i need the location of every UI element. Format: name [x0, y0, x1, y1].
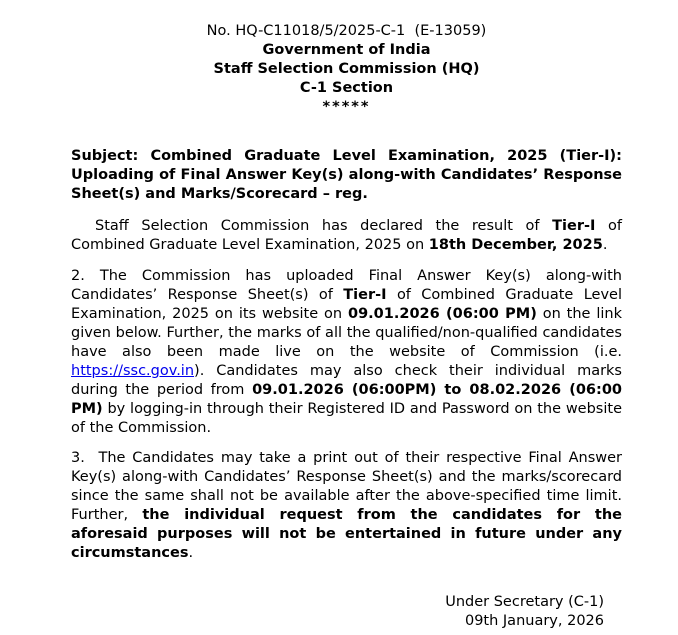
subject-heading: [71, 147, 622, 204]
stars-separator: *****: [322, 99, 371, 115]
p2-segment-6: ). Candidates may also check their individual marks during the period from: [71, 363, 622, 398]
p3-segment-2: .: [188, 545, 194, 561]
p3-segment-0: 3. The Candidates may take a print out of their respective Final Answer Key(s) along-with Candidates’ Response Sheet(s) and the marks/scorecard since the same shall not be available after the above-specified time limit. Further,: [71, 450, 622, 523]
p2-tier-label: Tier-I: [343, 287, 387, 303]
government-line: Government of India: [262, 42, 431, 58]
ssc-website-link[interactable]: https://ssc.gov.in: [71, 363, 195, 379]
paragraph-result-declaration: [71, 217, 622, 255]
paragraph-answer-key-upload: [71, 267, 622, 438]
p1-tier-label: Tier-I: [552, 218, 596, 234]
p2-segment-8: by logging-in through their Registered ID and Password on the website of the Commission.: [71, 401, 622, 436]
p1-result-date: 18th December, 2025: [428, 237, 603, 253]
p2-segment-2: of Combined Graduate Level Examination, 2025 on its website on: [71, 287, 623, 322]
file-reference-number: No. HQ-C11018/5/2025-C-1 (E-13059): [206, 23, 487, 39]
p2-availability-period: 09.01.2026 (06:00PM) to 08.02.2026 (06:00 PM): [71, 382, 622, 417]
subject-text: Subject: Combined Graduate Level Examination, 2025 (Tier-I): Uploading of Final Answer Key(s) along-with Candidates’ Response Sheet(s) and Marks/Scorecard – reg.: [71, 148, 622, 202]
p1-segment-4: .: [602, 237, 608, 253]
p2-segment-0: 2. The Commission has uploaded Final Answer Key(s) along-with Candidates’ Response Sheet(s) of: [71, 268, 622, 303]
signatory-designation: Under Secretary (C-1): [445, 594, 604, 610]
signature-block: [71, 593, 622, 631]
p1-segment-0: Staff Selection Commission has declared the result of: [95, 218, 553, 234]
commission-name-line: Staff Selection Commission (HQ): [213, 61, 480, 77]
p2-upload-datetime: 09.01.2026 (06:00 PM): [348, 306, 537, 322]
p3-no-future-request-notice: the individual request from the candidates for the aforesaid purposes will not be entertained in future under any circumstances: [71, 507, 622, 561]
p1-segment-2: of Combined Graduate Level Examination, 2025 on: [71, 218, 622, 253]
signature-date: 09th January, 2026: [464, 613, 604, 629]
section-line: C-1 Section: [299, 80, 394, 96]
p2-segment-4: on the link given below. Further, the marks of all the qualified/non-qualified candidates have also been made live on the website of Commission (i.e.: [71, 306, 622, 360]
document-header: [71, 22, 622, 117]
paragraph-printout-advice: [71, 449, 622, 563]
